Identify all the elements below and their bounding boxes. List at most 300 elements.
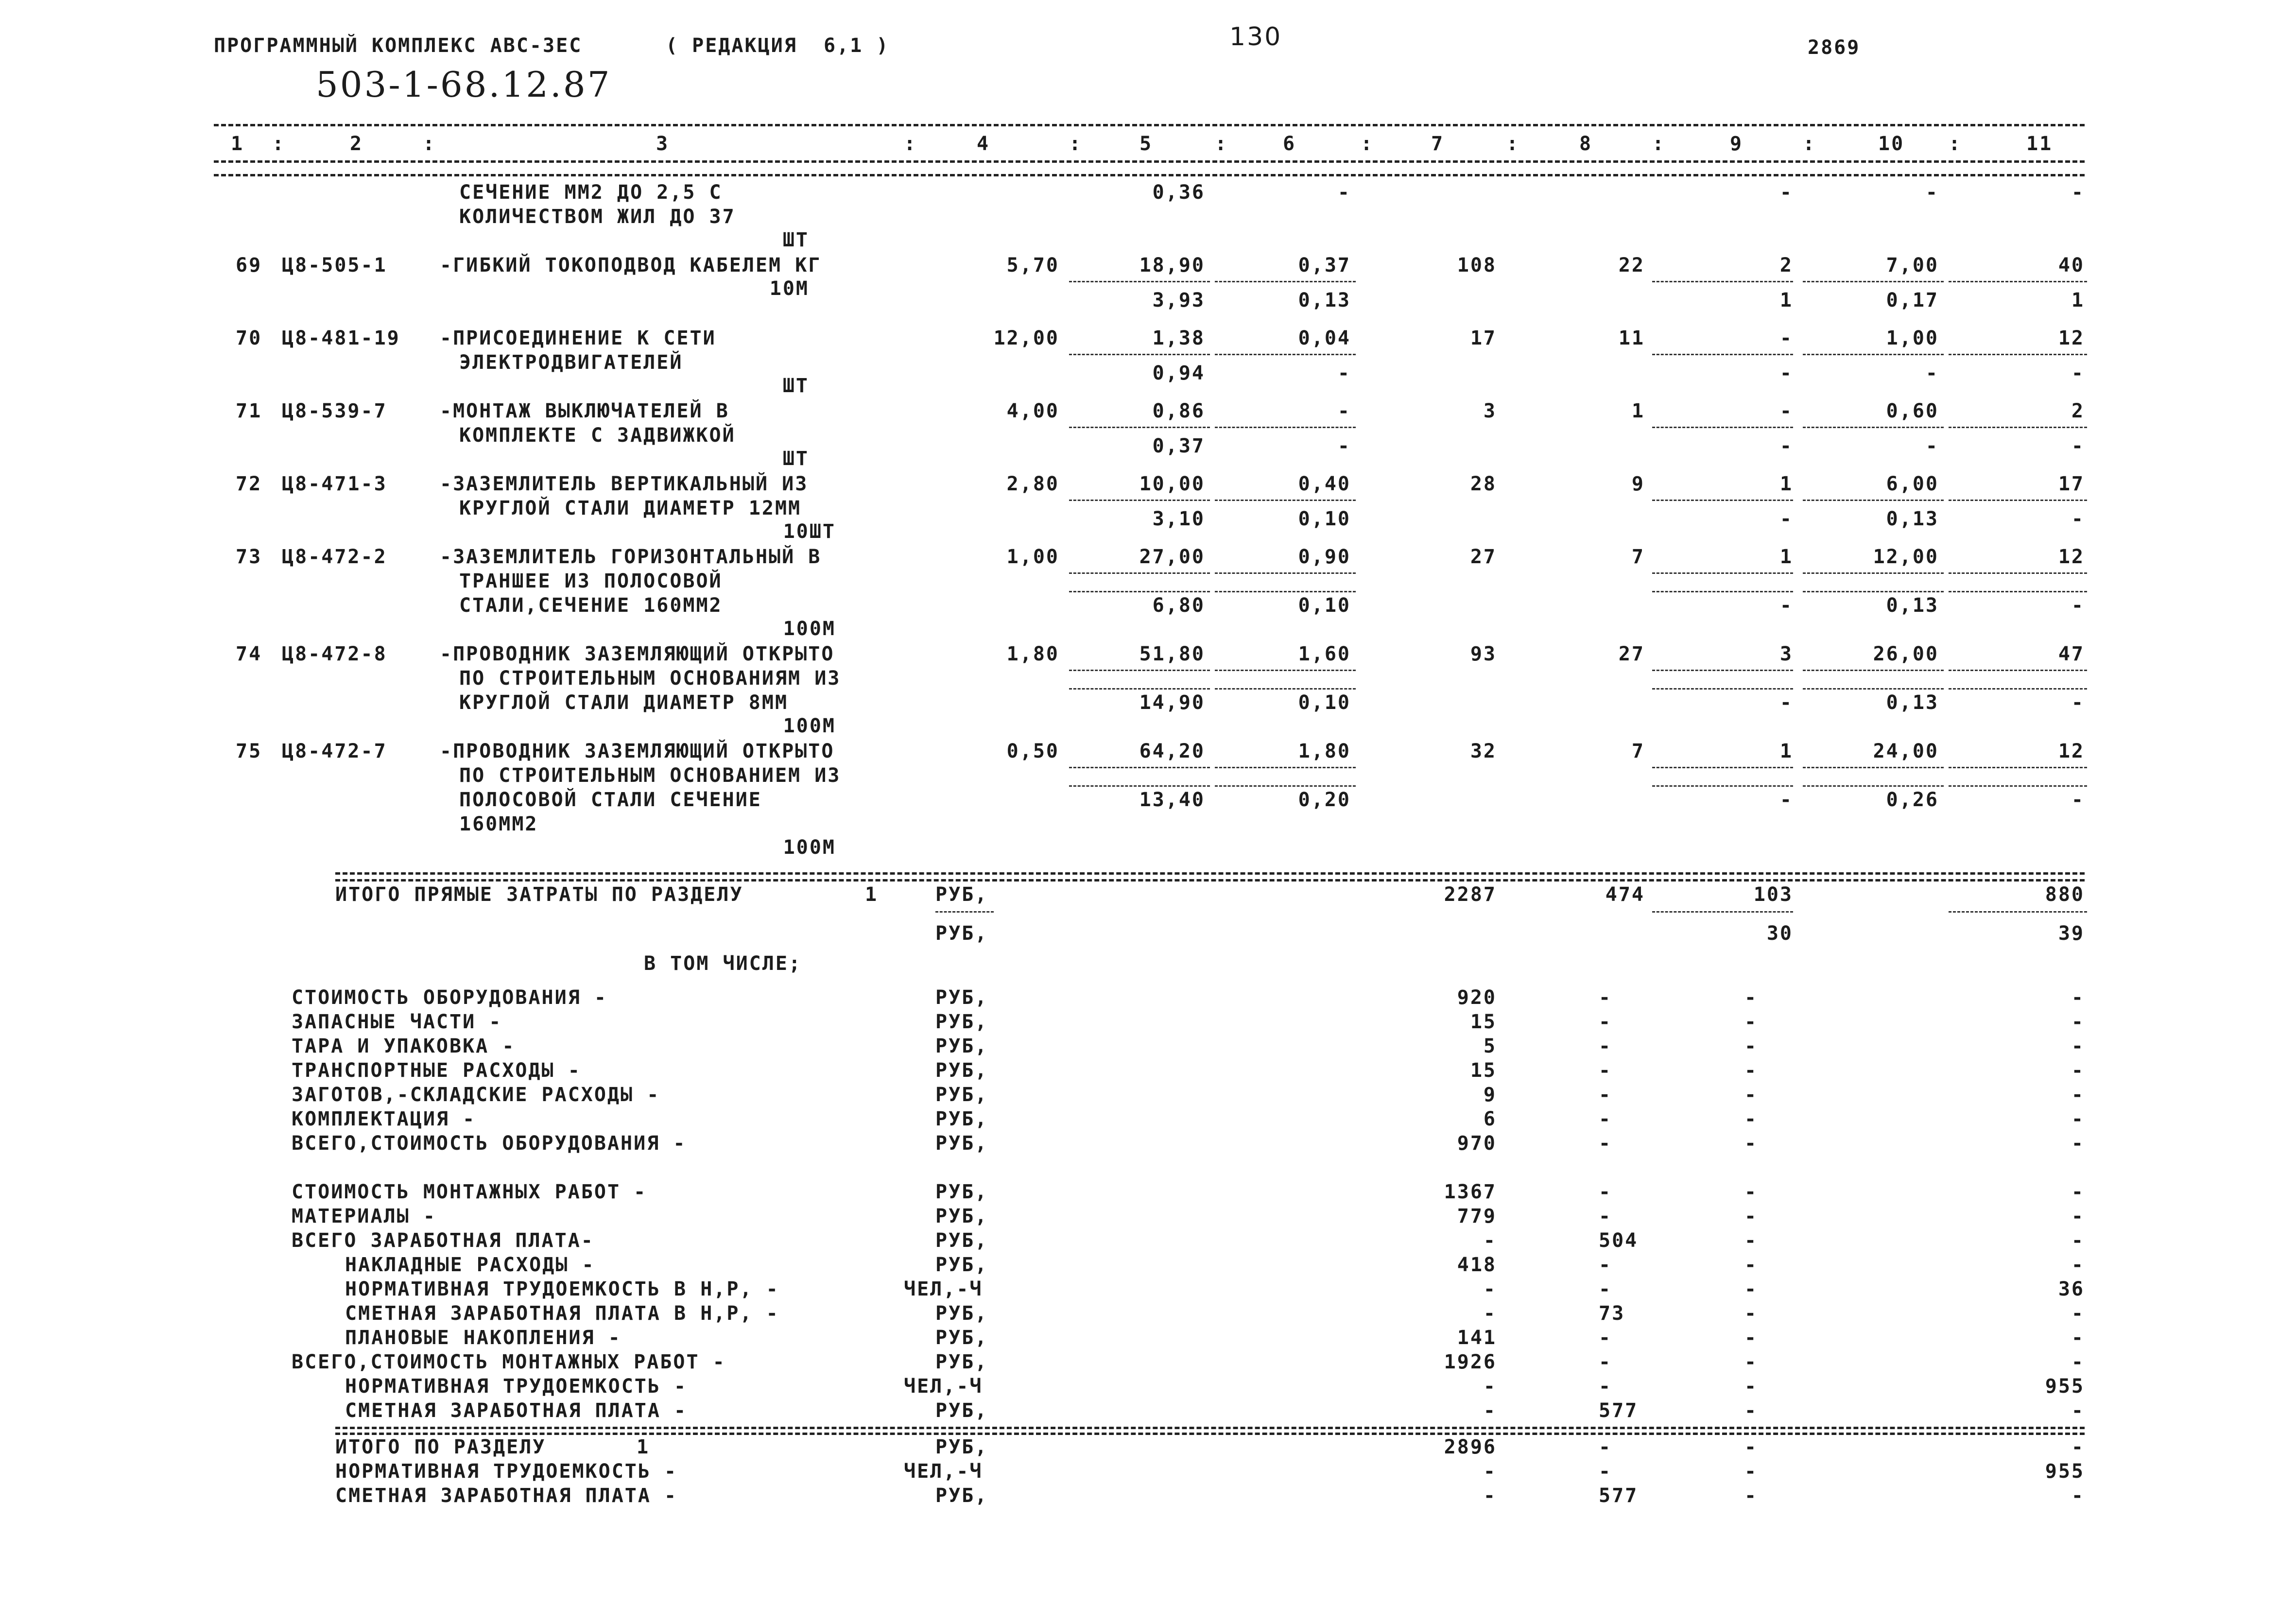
cell-rule (1069, 572, 1210, 574)
cell-rule (1215, 281, 1356, 282)
norm-code: Ц8-539-7 (282, 400, 387, 422)
breakdown-unit: РУБ, (935, 1059, 988, 1082)
cell-rule (1652, 354, 1793, 355)
cell-c5: 0,86 (1152, 400, 1205, 422)
breakdown-c9: - (1744, 1351, 1758, 1373)
cell-c6-secondary: - (1337, 362, 1351, 384)
cell-c8: 22 (1618, 254, 1645, 276)
column-header-8: 8 (1579, 133, 1593, 155)
breakdown-label: СМЕТНАЯ ЗАРАБОТНАЯ ПЛАТА В Н,Р, - (345, 1302, 779, 1325)
cell-rule (1652, 591, 1793, 592)
breakdown-c7: 920 (1457, 986, 1497, 1009)
cell-c9: 3 (1779, 643, 1793, 665)
column-separator: : (1652, 133, 1664, 155)
cell-c6: 1,80 (1298, 740, 1351, 762)
breakdown-c7: - (1483, 1302, 1497, 1325)
header-double-rule (214, 174, 2085, 176)
breakdown-c9: - (1744, 1327, 1758, 1349)
cell-c11-secondary: - (2071, 691, 2085, 714)
cell-c10-secondary: 0,17 (1886, 289, 1939, 311)
breakdown-c8: - (1599, 1278, 1612, 1300)
cell-rule (1652, 688, 1793, 690)
unit-label: 100М (783, 618, 836, 640)
cell-rule (1803, 785, 1944, 787)
column-header-11: 11 (2026, 133, 2053, 155)
column-header-6: 6 (1283, 133, 1296, 155)
cell-c10-secondary: 0,13 (1886, 508, 1939, 530)
total-direct-section: 1 (865, 883, 879, 906)
cell-c5-secondary: 3,93 (1152, 289, 1205, 311)
cell-c4: 1,80 (1006, 643, 1059, 665)
description-line: КОМПЛЕКТЕ С ЗАДВИЖКОЙ (459, 424, 736, 447)
breakdown-c11: 955 (2045, 1375, 2085, 1398)
cell-rule (1652, 785, 1793, 787)
total-direct-c7: 2287 (1444, 883, 1497, 906)
total-direct-unit-2: РУБ, (935, 922, 988, 945)
breakdown-c9: - (1744, 1132, 1758, 1155)
cell-c8: 7 (1631, 546, 1645, 568)
cell-c10: 7,00 (1886, 254, 1939, 276)
cell-c6-secondary: 0,20 (1298, 789, 1351, 811)
breakdown-c9: - (1744, 1278, 1758, 1300)
cell-c4: 1,00 (1006, 546, 1059, 568)
cell-rule (1215, 427, 1356, 428)
breakdown-c7: 141 (1457, 1327, 1497, 1349)
cell-rule (1949, 427, 2087, 428)
breakdown-c7: 15 (1470, 1059, 1497, 1082)
breakdown-c8: - (1599, 1084, 1612, 1106)
unit-label: 10М (769, 277, 809, 300)
cell-c9: - (1779, 400, 1793, 422)
description-line: -ЗАЗЕМЛИТЕЛЬ ВЕРТИКАЛЬНЫЙ ИЗ (440, 473, 809, 495)
cell-rule (1652, 911, 1793, 913)
cell-rule (1069, 281, 1210, 282)
total-direct-c11: 880 (2045, 883, 2085, 906)
cell-rule (1803, 767, 1944, 768)
cell-c5: 51,80 (1139, 643, 1205, 665)
edition-label: ( РЕДАКЦИЯ 6,1 ) (666, 35, 890, 57)
breakdown-c8: - (1599, 1205, 1612, 1227)
section-total-c7: 2896 (1444, 1436, 1497, 1458)
breakdown-c7: 15 (1470, 1011, 1497, 1033)
cell-c10: 12,00 (1873, 546, 1939, 568)
cell-c9: 1 (1779, 473, 1793, 495)
cell-c10: 26,00 (1873, 643, 1939, 665)
breakdown-c11: - (2071, 1132, 2085, 1155)
cell-c6-secondary: 0,10 (1298, 691, 1351, 714)
breakdown-c8: 577 (1599, 1400, 1639, 1422)
breakdown-c9: - (1744, 1035, 1758, 1057)
cell-c4: 2,80 (1006, 473, 1059, 495)
norm-code: Ц8-505-1 (282, 254, 387, 276)
norm-code: Ц8-472-7 (282, 740, 387, 762)
program-title: ПРОГРАММНЫЙ КОМПЛЕКС АВС-3ЕС (214, 35, 583, 57)
breakdown-unit: РУБ, (935, 1400, 988, 1422)
breakdown-c7: - (1483, 1375, 1497, 1398)
cell-rule (1803, 670, 1944, 671)
description-line: ПО СТРОИТЕЛЬНЫМ ОСНОВАНИЕМ ИЗ (459, 764, 841, 787)
cell-rule (1949, 688, 2087, 690)
handwritten-document-code: 503-1-68.12.87 (316, 64, 612, 105)
breakdown-c9: - (1744, 1400, 1758, 1422)
breakdown-c9: - (1744, 986, 1758, 1009)
row-number: 69 (236, 254, 262, 276)
section-total-c9: - (1744, 1436, 1758, 1458)
breakdown-c11: 36 (2058, 1278, 2085, 1300)
total-direct-c8: 474 (1605, 883, 1645, 906)
column-separator: : (1361, 133, 1373, 155)
cell-rule (1803, 688, 1944, 690)
cell-rule (1215, 354, 1356, 355)
section-total-c9: - (1744, 1460, 1758, 1483)
breakdown-c7: 6 (1483, 1108, 1497, 1130)
breakdown-c7: 5 (1483, 1035, 1497, 1057)
breakdown-c11: - (2071, 1108, 2085, 1130)
cell-rule (1652, 767, 1793, 768)
breakdown-c8: - (1599, 1254, 1612, 1276)
breakdown-c11: - (2071, 1181, 2085, 1203)
row-number: 70 (236, 327, 262, 349)
breakdown-c11: - (2071, 1254, 2085, 1276)
breakdown-label: ПЛАНОВЫЕ НАКОПЛЕНИЯ - (345, 1327, 621, 1349)
cell-rule (1069, 670, 1210, 671)
breakdown-c7: - (1483, 1229, 1497, 1252)
norm-code: Ц8-481-19 (282, 327, 400, 349)
cell-rule (1652, 500, 1793, 501)
row-number: 75 (236, 740, 262, 762)
breakdown-c8: - (1599, 1351, 1612, 1373)
cell-rule (1215, 767, 1356, 768)
cell-c5: 64,20 (1139, 740, 1205, 762)
cell-c8: 9 (1631, 473, 1645, 495)
cell-c6: 0,40 (1298, 473, 1351, 495)
breakdown-unit: РУБ, (935, 1108, 988, 1130)
breakdown-c11: - (2071, 1011, 2085, 1033)
section-total-rule-double (335, 1433, 2085, 1435)
cell-rule (1069, 500, 1210, 501)
cell-c5: 1,38 (1152, 327, 1205, 349)
column-header-3: 3 (656, 133, 670, 155)
cell-c10-secondary: - (1925, 362, 1939, 384)
norm-code: Ц8-472-8 (282, 643, 387, 665)
breakdown-label: ЗАПАСНЫЕ ЧАСТИ - (292, 1011, 502, 1033)
cell-rule (1803, 354, 1944, 355)
row-number: 72 (236, 473, 262, 495)
cell-c6-secondary: 0,10 (1298, 594, 1351, 617)
row-number: 71 (236, 400, 262, 422)
cell-c11: 12 (2058, 546, 2085, 568)
breakdown-label: МАТЕРИАЛЫ - (292, 1205, 436, 1227)
cell-c6-secondary: - (1337, 435, 1351, 457)
breakdown-c9: - (1744, 1181, 1758, 1203)
section-total-unit: РУБ, (935, 1485, 988, 1507)
breakdown-c8: - (1599, 1108, 1612, 1130)
column-header-9: 9 (1730, 133, 1744, 155)
unit-label: 100М (783, 715, 836, 737)
cell-c7: 17 (1470, 327, 1497, 349)
breakdown-unit: РУБ, (935, 1327, 988, 1349)
column-separator: : (1069, 133, 1081, 155)
cell-c6-secondary: 0,10 (1298, 508, 1351, 530)
breakdown-c8: - (1599, 986, 1612, 1009)
section-total-c7: - (1483, 1460, 1497, 1483)
cell-c5-secondary: 0,36 (1152, 181, 1205, 204)
description-line: СЕЧЕНИЕ ММ2 ДО 2,5 С (459, 181, 723, 204)
breakdown-c11: - (2071, 1229, 2085, 1252)
breakdown-c9: - (1744, 1375, 1758, 1398)
breakdown-unit: РУБ, (935, 1351, 988, 1373)
cell-rule (1652, 572, 1793, 574)
cell-c10-secondary: 0,13 (1886, 691, 1939, 714)
cell-c10: 24,00 (1873, 740, 1939, 762)
total-direct-c9: 103 (1753, 883, 1793, 906)
breakdown-c7: 418 (1457, 1254, 1497, 1276)
cell-c10: 6,00 (1886, 473, 1939, 495)
column-header-1: 1 (231, 133, 244, 155)
section-total-section: 1 (637, 1436, 650, 1458)
section-total-c11: 955 (2045, 1460, 2085, 1483)
description-line: -МОНТАЖ ВЫКЛЮЧАТЕЛЕЙ В (440, 400, 729, 422)
cell-c10: 0,60 (1886, 400, 1939, 422)
cell-c11-secondary: - (2071, 362, 2085, 384)
cell-c11-secondary: - (2071, 181, 2085, 204)
unit-label: ШТ (782, 375, 809, 397)
section-total-label: СМЕТНАЯ ЗАРАБОТНАЯ ПЛАТА - (335, 1485, 678, 1507)
cell-rule (1069, 688, 1210, 690)
cell-c11-secondary: - (2071, 789, 2085, 811)
cell-rule (1949, 670, 2087, 671)
section-total-c9: - (1744, 1485, 1758, 1507)
including-label: В ТОМ ЧИСЛЕ; (644, 952, 802, 975)
description-line: КРУГЛОЙ СТАЛИ ДИАМЕТР 8ММ (459, 691, 789, 714)
cell-rule (1069, 427, 1210, 428)
total-direct-c11-secondary: 39 (2058, 922, 2085, 945)
cell-c6: 0,37 (1298, 254, 1351, 276)
section-total-c8: - (1599, 1460, 1612, 1483)
description-line: -ПРОВОДНИК ЗАЗЕМЛЯЮЩИЙ ОТКРЫТО (440, 740, 835, 762)
breakdown-label: СТОИМОСТЬ МОНТАЖНЫХ РАБОТ - (292, 1181, 647, 1203)
cell-c5-secondary: 3,10 (1152, 508, 1205, 530)
cell-c5: 10,00 (1139, 473, 1205, 495)
cell-rule (1069, 785, 1210, 787)
breakdown-c7: 779 (1457, 1205, 1497, 1227)
unit-label: 10ШТ (783, 520, 836, 543)
column-separator: : (423, 133, 435, 155)
section-total-rule (335, 1427, 2085, 1429)
breakdown-c7: - (1483, 1400, 1497, 1422)
cell-c11-secondary: 1 (2071, 289, 2085, 311)
column-separator: : (1949, 133, 1961, 155)
cell-rule (1803, 281, 1944, 282)
cell-c7: 28 (1470, 473, 1497, 495)
breakdown-label: ВСЕГО,СТОИМОСТЬ МОНТАЖНЫХ РАБОТ - (292, 1351, 726, 1373)
breakdown-c7: 970 (1457, 1132, 1497, 1155)
cell-c9: 1 (1779, 740, 1793, 762)
cell-rule (1215, 670, 1356, 671)
column-header-2: 2 (350, 133, 363, 155)
cell-rule (1949, 785, 2087, 787)
breakdown-c11: - (2071, 986, 2085, 1009)
total-direct-label: ИТОГО ПРЯМЫЕ ЗАТРАТЫ ПО РАЗДЕЛУ (335, 883, 743, 906)
cell-c5: 27,00 (1139, 546, 1205, 568)
breakdown-c11: - (2071, 1205, 2085, 1227)
cell-c9-secondary: - (1779, 435, 1793, 457)
column-header-4: 4 (977, 133, 990, 155)
norm-code: Ц8-471-3 (282, 473, 387, 495)
breakdown-c8: - (1599, 1011, 1612, 1033)
cell-rule (1949, 767, 2087, 768)
breakdown-label: КОМПЛЕКТАЦИЯ - (292, 1108, 476, 1130)
breakdown-c8: - (1599, 1375, 1612, 1398)
cell-c9-secondary: - (1779, 181, 1793, 204)
breakdown-c9: - (1744, 1011, 1758, 1033)
description-line: -ГИБКИЙ ТОКОПОДВОД КАБЕЛЕМ КГ (440, 254, 822, 276)
cell-c8: 27 (1618, 643, 1645, 665)
section-total-c7: - (1483, 1485, 1497, 1507)
cell-c10-secondary: - (1925, 435, 1939, 457)
cell-c7: 93 (1470, 643, 1497, 665)
cell-c11-secondary: - (2071, 435, 2085, 457)
cell-c7: 27 (1470, 546, 1497, 568)
breakdown-label: ТРАНСПОРТНЫЕ РАСХОДЫ - (292, 1059, 581, 1082)
unit-rule (935, 911, 994, 913)
cell-c4: 5,70 (1006, 254, 1059, 276)
description-line: -ЗАЗЕМЛИТЕЛЬ ГОРИЗОНТАЛЬНЫЙ В (440, 546, 822, 568)
breakdown-unit: РУБ, (935, 1229, 988, 1252)
breakdown-unit: ЧЕЛ,-Ч (904, 1375, 983, 1398)
cell-rule (1215, 591, 1356, 592)
cell-c11-secondary: - (2071, 508, 2085, 530)
cell-rule (1949, 572, 2087, 574)
cell-c9-secondary: - (1779, 362, 1793, 384)
cell-rule (1949, 354, 2087, 355)
cell-c10: 1,00 (1886, 327, 1939, 349)
cell-c11: 40 (2058, 254, 2085, 276)
cell-c8: 11 (1618, 327, 1645, 349)
cell-c6-secondary: - (1337, 181, 1351, 204)
cell-rule (1652, 427, 1793, 428)
cell-rule (1069, 591, 1210, 592)
unit-label: ШТ (782, 448, 809, 470)
cell-c11: 2 (2071, 400, 2085, 422)
cell-c5-secondary: 0,94 (1152, 362, 1205, 384)
cell-c7: 108 (1457, 254, 1497, 276)
cell-c9-secondary: - (1779, 508, 1793, 530)
breakdown-c8: - (1599, 1035, 1612, 1057)
cell-rule (1652, 670, 1793, 671)
section-total-unit: ЧЕЛ,-Ч (904, 1460, 983, 1483)
cell-rule (1803, 591, 1944, 592)
cell-c9: 2 (1779, 254, 1793, 276)
cell-c6: 0,90 (1298, 546, 1351, 568)
breakdown-unit: РУБ, (935, 986, 988, 1009)
cell-c8: 7 (1631, 740, 1645, 762)
breakdown-unit: РУБ, (935, 1132, 988, 1155)
cell-rule (1069, 767, 1210, 768)
description-line: ПО СТРОИТЕЛЬНЫМ ОСНОВАНИЯМ ИЗ (459, 667, 841, 690)
cell-rule (1803, 500, 1944, 501)
breakdown-c9: - (1744, 1254, 1758, 1276)
row-number: 74 (236, 643, 262, 665)
cell-c5-secondary: 13,40 (1139, 789, 1205, 811)
cell-c11: 17 (2058, 473, 2085, 495)
cell-c5-secondary: 14,90 (1139, 691, 1205, 714)
section-total-c11: - (2071, 1485, 2085, 1507)
cell-c8: 1 (1631, 400, 1645, 422)
section-total-label: ИТОГО ПО РАЗДЕЛУ (335, 1436, 546, 1458)
totals-top-rule-double (335, 879, 2085, 881)
cell-c5-secondary: 6,80 (1152, 594, 1205, 617)
column-separator: : (1506, 133, 1519, 155)
cell-c6: 0,04 (1298, 327, 1351, 349)
breakdown-label: СМЕТНАЯ ЗАРАБОТНАЯ ПЛАТА - (345, 1400, 688, 1422)
cell-c9-secondary: - (1779, 691, 1793, 714)
column-separator: : (904, 133, 916, 155)
cell-rule (1803, 427, 1944, 428)
total-direct-c9-secondary: 30 (1766, 922, 1793, 945)
cell-c7: 3 (1483, 400, 1497, 422)
column-header-10: 10 (1878, 133, 1905, 155)
cell-c10-secondary: 0,26 (1886, 789, 1939, 811)
breakdown-unit: РУБ, (935, 1205, 988, 1227)
breakdown-unit: РУБ, (935, 1084, 988, 1106)
column-separator: : (272, 133, 284, 155)
breakdown-c7: 1367 (1444, 1181, 1497, 1203)
column-separator: : (1215, 133, 1227, 155)
cell-c4: 12,00 (993, 327, 1059, 349)
cell-c10-secondary: - (1925, 181, 1939, 204)
cell-c9-secondary: - (1779, 789, 1793, 811)
unit-label: ШТ (782, 229, 809, 251)
breakdown-c11: - (2071, 1400, 2085, 1422)
breakdown-unit: РУБ, (935, 1302, 988, 1325)
breakdown-label: ТАРА И УПАКОВКА - (292, 1035, 516, 1057)
cell-c6: - (1337, 400, 1351, 422)
description-line: ЭЛЕКТРОДВИГАТЕЛЕЙ (459, 351, 683, 374)
cell-c9-secondary: - (1779, 594, 1793, 617)
description-line: -ПРОВОДНИК ЗАЗЕМЛЯЮЩИЙ ОТКРЫТО (440, 643, 835, 665)
cell-c9: - (1779, 327, 1793, 349)
breakdown-c11: - (2071, 1059, 2085, 1082)
cell-rule (1949, 281, 2087, 282)
breakdown-c8: - (1599, 1059, 1612, 1082)
cell-rule (1215, 500, 1356, 501)
column-header-7: 7 (1431, 133, 1445, 155)
breakdown-label: НОРМАТИВНАЯ ТРУДОЕМКОСТЬ В Н,Р, - (345, 1278, 779, 1300)
header-top-rule (214, 124, 2085, 126)
cell-rule (1652, 281, 1793, 282)
cell-c7: 32 (1470, 740, 1497, 762)
breakdown-label: ВСЕГО,СТОИМОСТЬ ОБОРУДОВАНИЯ - (292, 1132, 687, 1155)
breakdown-label: ЗАГОТОВ,-СКЛАДСКИЕ РАСХОДЫ - (292, 1084, 660, 1106)
breakdown-label: НАКЛАДНЫЕ РАСХОДЫ - (345, 1254, 595, 1276)
totals-top-rule (335, 872, 2085, 875)
breakdown-c8: 73 (1599, 1302, 1625, 1325)
cell-c4: 0,50 (1006, 740, 1059, 762)
breakdown-c11: - (2071, 1302, 2085, 1325)
description-line: ТРАНШЕЕ ИЗ ПОЛОСОВОЙ (459, 570, 723, 592)
cell-c11: 12 (2058, 327, 2085, 349)
cell-rule (1215, 785, 1356, 787)
cell-c9-secondary: 1 (1779, 289, 1793, 311)
breakdown-unit: ЧЕЛ,-Ч (904, 1278, 983, 1300)
description-line: -ПРИСОЕДИНЕНИЕ К СЕТИ (440, 327, 716, 349)
cell-c4: 4,00 (1006, 400, 1059, 422)
cell-rule (1215, 572, 1356, 574)
breakdown-c9: - (1744, 1229, 1758, 1252)
column-separator: : (1803, 133, 1815, 155)
breakdown-c11: - (2071, 1327, 2085, 1349)
